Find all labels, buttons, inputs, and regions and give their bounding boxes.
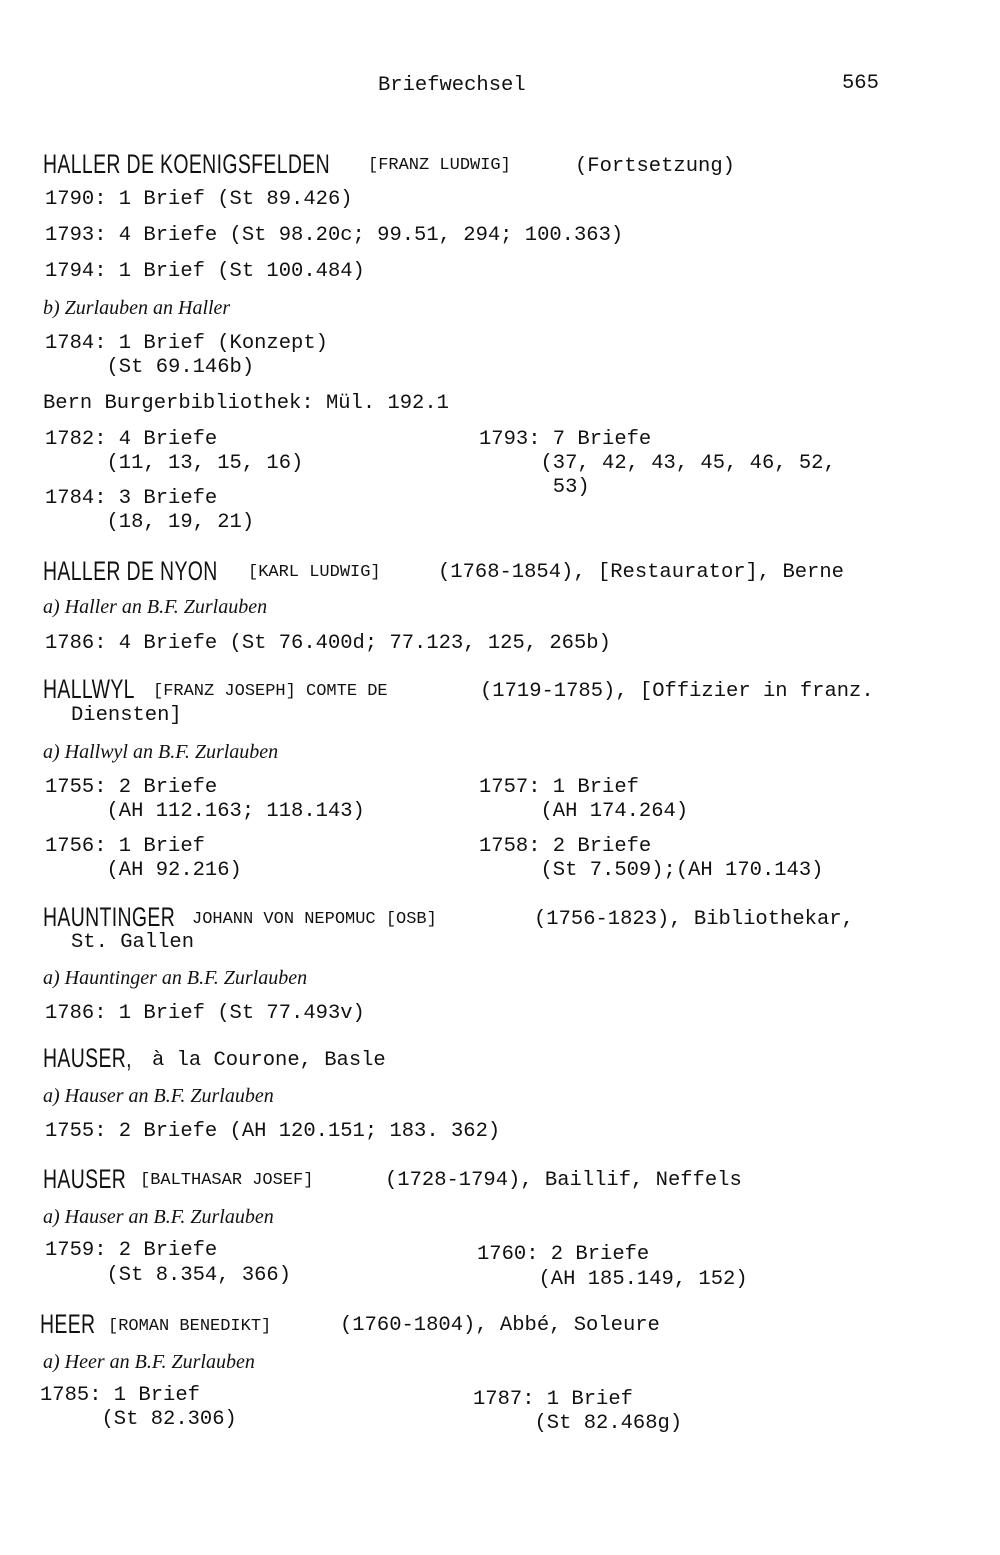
entry-given-name: [BALTHASAR JOSEF] bbox=[140, 1171, 314, 1190]
entry-heading bbox=[40, 1309, 117, 1341]
entry-name: HEER bbox=[40, 1309, 96, 1339]
letter-line: (St 82.306) bbox=[40, 1408, 237, 1431]
entry-given-name: [ROMAN BENEDIKT] bbox=[108, 1317, 272, 1336]
letter-line: (St 69.146b) bbox=[45, 356, 255, 379]
entry-name: HALLER DE NYON bbox=[43, 556, 218, 586]
letter-line: (18, 19, 21) bbox=[45, 511, 255, 534]
entry-given-name: JOHANN VON NEPOMUC [OSB] bbox=[192, 910, 437, 929]
letter-line: 1755: 2 Briefe (AH 120.151; 183. 362) bbox=[45, 1120, 501, 1143]
letter-line: 1782: 4 Briefe bbox=[45, 428, 218, 451]
subsection-heading: a) Hauser an B.F. Zurlauben bbox=[43, 1206, 274, 1228]
letter-line: 1793: 4 Briefe (St 98.20c; 99.51, 294; 100.363) bbox=[45, 224, 624, 247]
letter-line: 1784: 1 Brief (Konzept) bbox=[45, 332, 328, 355]
letter-line: 1793: 7 Briefe bbox=[479, 428, 652, 451]
subsection-heading: b) Zurlauben an Haller bbox=[43, 297, 231, 319]
entry-info-continued: Diensten] bbox=[71, 704, 182, 727]
letter-line: 1784: 3 Briefe bbox=[45, 487, 218, 510]
letter-line: 53) bbox=[479, 476, 590, 499]
entry-info: (Fortsetzung) bbox=[575, 155, 735, 178]
letter-line: 1794: 1 Brief (St 100.484) bbox=[45, 260, 365, 283]
letter-line: 1755: 2 Briefe bbox=[45, 776, 218, 799]
letter-line: 1786: 1 Brief (St 77.493v) bbox=[45, 1002, 365, 1025]
page-number: 565 bbox=[842, 72, 879, 95]
entry-heading bbox=[43, 1043, 167, 1075]
letter-line: (AH 112.163; 118.143) bbox=[45, 800, 365, 823]
letter-line: (St 7.509);(AH 170.143) bbox=[479, 859, 824, 882]
entry-info: (1719-1785), [Offizier in franz. bbox=[480, 680, 874, 703]
letter-line: 1756: 1 Brief bbox=[45, 835, 205, 858]
letter-line: (St 82.468g) bbox=[473, 1412, 683, 1435]
letter-line: (AH 92.216) bbox=[45, 859, 242, 882]
letter-line: (11, 13, 15, 16) bbox=[45, 452, 304, 475]
letter-line: (AH 185.149, 152) bbox=[477, 1268, 748, 1291]
entry-name: HAUSER bbox=[43, 1164, 127, 1194]
entry-given-name: [FRANZ LUDWIG] bbox=[368, 156, 511, 175]
entry-name: HAUNTINGER bbox=[43, 902, 176, 932]
entry-info: (1756-1823), Bibliothekar, bbox=[534, 908, 854, 931]
letter-line: 1759: 2 Briefe bbox=[45, 1239, 218, 1262]
letter-line: 1760: 2 Briefe bbox=[477, 1243, 650, 1266]
entry-info: (1768-1854), [Restaurator], Berne bbox=[438, 561, 844, 584]
subsection-heading: a) Hauntinger an B.F. Zurlauben bbox=[43, 967, 308, 989]
entry-info: à la Courone, Basle bbox=[152, 1049, 386, 1072]
letter-line: 1787: 1 Brief bbox=[473, 1388, 633, 1411]
entry-info: (1728-1794), Baillif, Neffels bbox=[385, 1169, 742, 1192]
letter-line: (37, 42, 43, 45, 46, 52, bbox=[479, 452, 836, 475]
letter-line: 1758: 2 Briefe bbox=[479, 835, 652, 858]
entry-name: HALLER DE KOENIGSFELDEN bbox=[43, 149, 331, 179]
letter-line: 1786: 4 Briefe (St 76.400d; 77.123, 125, 265b) bbox=[45, 632, 611, 655]
letter-line: 1790: 1 Brief (St 89.426) bbox=[45, 188, 353, 211]
letter-line: (AH 174.264) bbox=[479, 800, 689, 823]
entry-info: (1760-1804), Abbé, Soleure bbox=[340, 1314, 660, 1337]
entry-name: HALLWYL bbox=[43, 674, 135, 704]
entry-name: HAUSER, bbox=[43, 1043, 132, 1073]
letter-line: 1785: 1 Brief bbox=[40, 1384, 200, 1407]
entry-given-name: [KARL LUDWIG] bbox=[248, 563, 381, 582]
subsection-heading: a) Hauser an B.F. Zurlauben bbox=[43, 1085, 274, 1107]
subsection-heading: a) Heer an B.F. Zurlauben bbox=[43, 1351, 255, 1373]
letter-line: 1757: 1 Brief bbox=[479, 776, 639, 799]
subsection-heading: a) Hallwyl an B.F. Zurlauben bbox=[43, 741, 279, 763]
running-title: Briefwechsel bbox=[378, 74, 526, 97]
entry-info-continued: St. Gallen bbox=[71, 931, 195, 954]
archive-line: Bern Burgerbibliothek: Mül. 192.1 bbox=[43, 392, 449, 415]
entry-given-name: [FRANZ JOSEPH] COMTE DE bbox=[153, 682, 388, 701]
subsection-heading: a) Haller an B.F. Zurlauben bbox=[43, 596, 268, 618]
letter-line: (St 8.354, 366) bbox=[45, 1264, 292, 1287]
entry-heading bbox=[43, 674, 171, 706]
